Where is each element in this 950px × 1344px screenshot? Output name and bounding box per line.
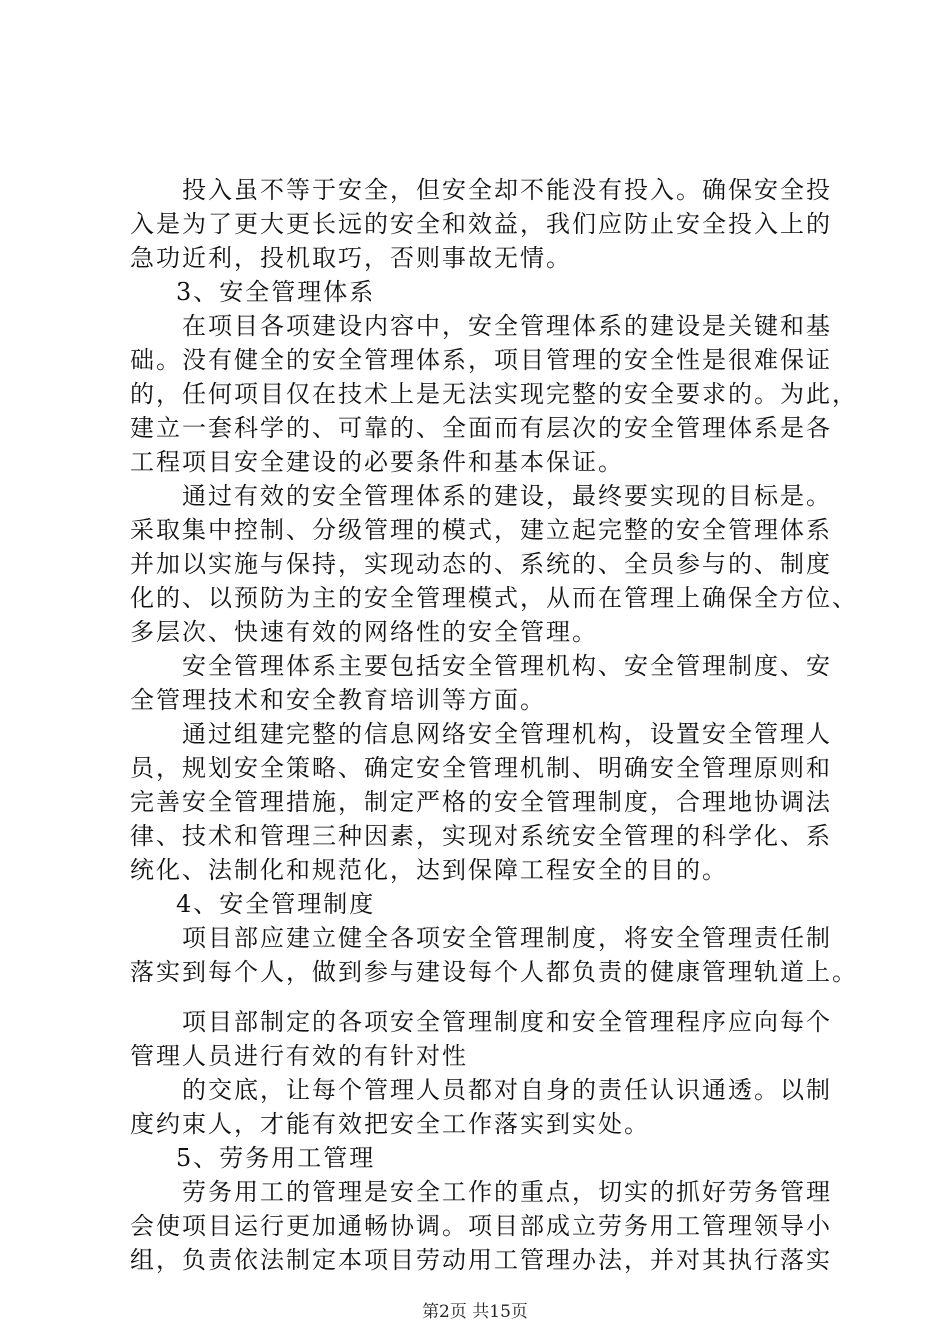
paragraph-line: 入是为了更大更长远的安全和效益，我们应防止安全投入上的	[130, 210, 832, 238]
section-heading: 3、安全管理体系	[176, 278, 376, 306]
paragraph-line: 在项目各项建设内容中，安全管理体系的建设是关键和基	[182, 312, 832, 340]
paragraph-line: 员，规划安全策略、确定安全管理机制、明确安全管理原则和	[130, 754, 832, 782]
paragraph-line: 通过组建完整的信息网络安全管理机构，设置安全管理人	[182, 720, 832, 748]
paragraph-line: 项目部制定的各项安全管理制度和安全管理程序应向每个	[182, 1008, 832, 1036]
paragraph-line: 全管理技术和安全教育培训等方面。	[130, 686, 546, 714]
paragraph-line: 投入虽不等于安全，但安全却不能没有投入。确保安全投	[182, 176, 832, 204]
paragraph-line: 并加以实施与保持，实现动态的、系统的、全员参与的、制度	[130, 550, 832, 578]
paragraph-line: 律、技术和管理三种因素，实现对系统安全管理的科学化、系	[130, 822, 832, 850]
paragraph-line: 组，负责依法制定本项目劳动用工管理办法，并对其执行落实	[130, 1246, 832, 1274]
paragraph-line: 工程项目安全建设的必要条件和基本保证。	[130, 448, 624, 476]
page-number-footer: 第2页 共15页	[422, 1302, 528, 1322]
paragraph-line: 完善安全管理措施，制定严格的安全管理制度，合理地协调法	[130, 788, 832, 816]
paragraph-line: 的，任何项目仅在技术上是无法实现完整的安全要求的。为此，	[130, 380, 858, 408]
paragraph-line: 安全管理体系主要包括安全管理机构、安全管理制度、安	[182, 652, 832, 680]
paragraph-line: 的交底，让每个管理人员都对自身的责任认识通透。以制	[182, 1076, 832, 1104]
paragraph-line: 度约束人，才能有效把安全工作落实到实处。	[130, 1110, 650, 1138]
paragraph-line: 管理人员进行有效的有针对性	[130, 1042, 468, 1070]
paragraph-line: 化的、以预防为主的安全管理模式，从而在管理上确保全方位、	[130, 584, 858, 612]
paragraph-line: 建立一套科学的、可靠的、全面而有层次的安全管理体系是各	[130, 414, 832, 442]
paragraph-line: 急功近利，投机取巧，否则事故无情。	[130, 244, 572, 272]
paragraph-line: 项目部应建立健全各项安全管理制度，将安全管理责任制	[182, 924, 832, 952]
paragraph-line: 统化、法制化和规范化，达到保障工程安全的目的。	[130, 856, 728, 884]
paragraph-line: 会使项目运行更加通畅协调。项目部成立劳务用工管理领导小	[130, 1212, 832, 1240]
section-heading: 4、安全管理制度	[176, 890, 376, 918]
paragraph-line: 采取集中控制、分级管理的模式，建立起完整的安全管理体系	[130, 516, 832, 544]
paragraph-line: 落实到每个人，做到参与建设每个人都负责的健康管理轨道上。	[130, 958, 858, 986]
paragraph-line: 础。没有健全的安全管理体系，项目管理的安全性是很难保证	[130, 346, 832, 374]
paragraph-line: 劳务用工的管理是安全工作的重点，切实的抓好劳务管理	[182, 1178, 832, 1206]
paragraph-line: 通过有效的安全管理体系的建设，最终要实现的目标是。	[182, 482, 832, 510]
paragraph-line: 多层次、快速有效的网络性的安全管理。	[130, 618, 598, 646]
section-heading: 5、劳务用工管理	[176, 1144, 376, 1172]
